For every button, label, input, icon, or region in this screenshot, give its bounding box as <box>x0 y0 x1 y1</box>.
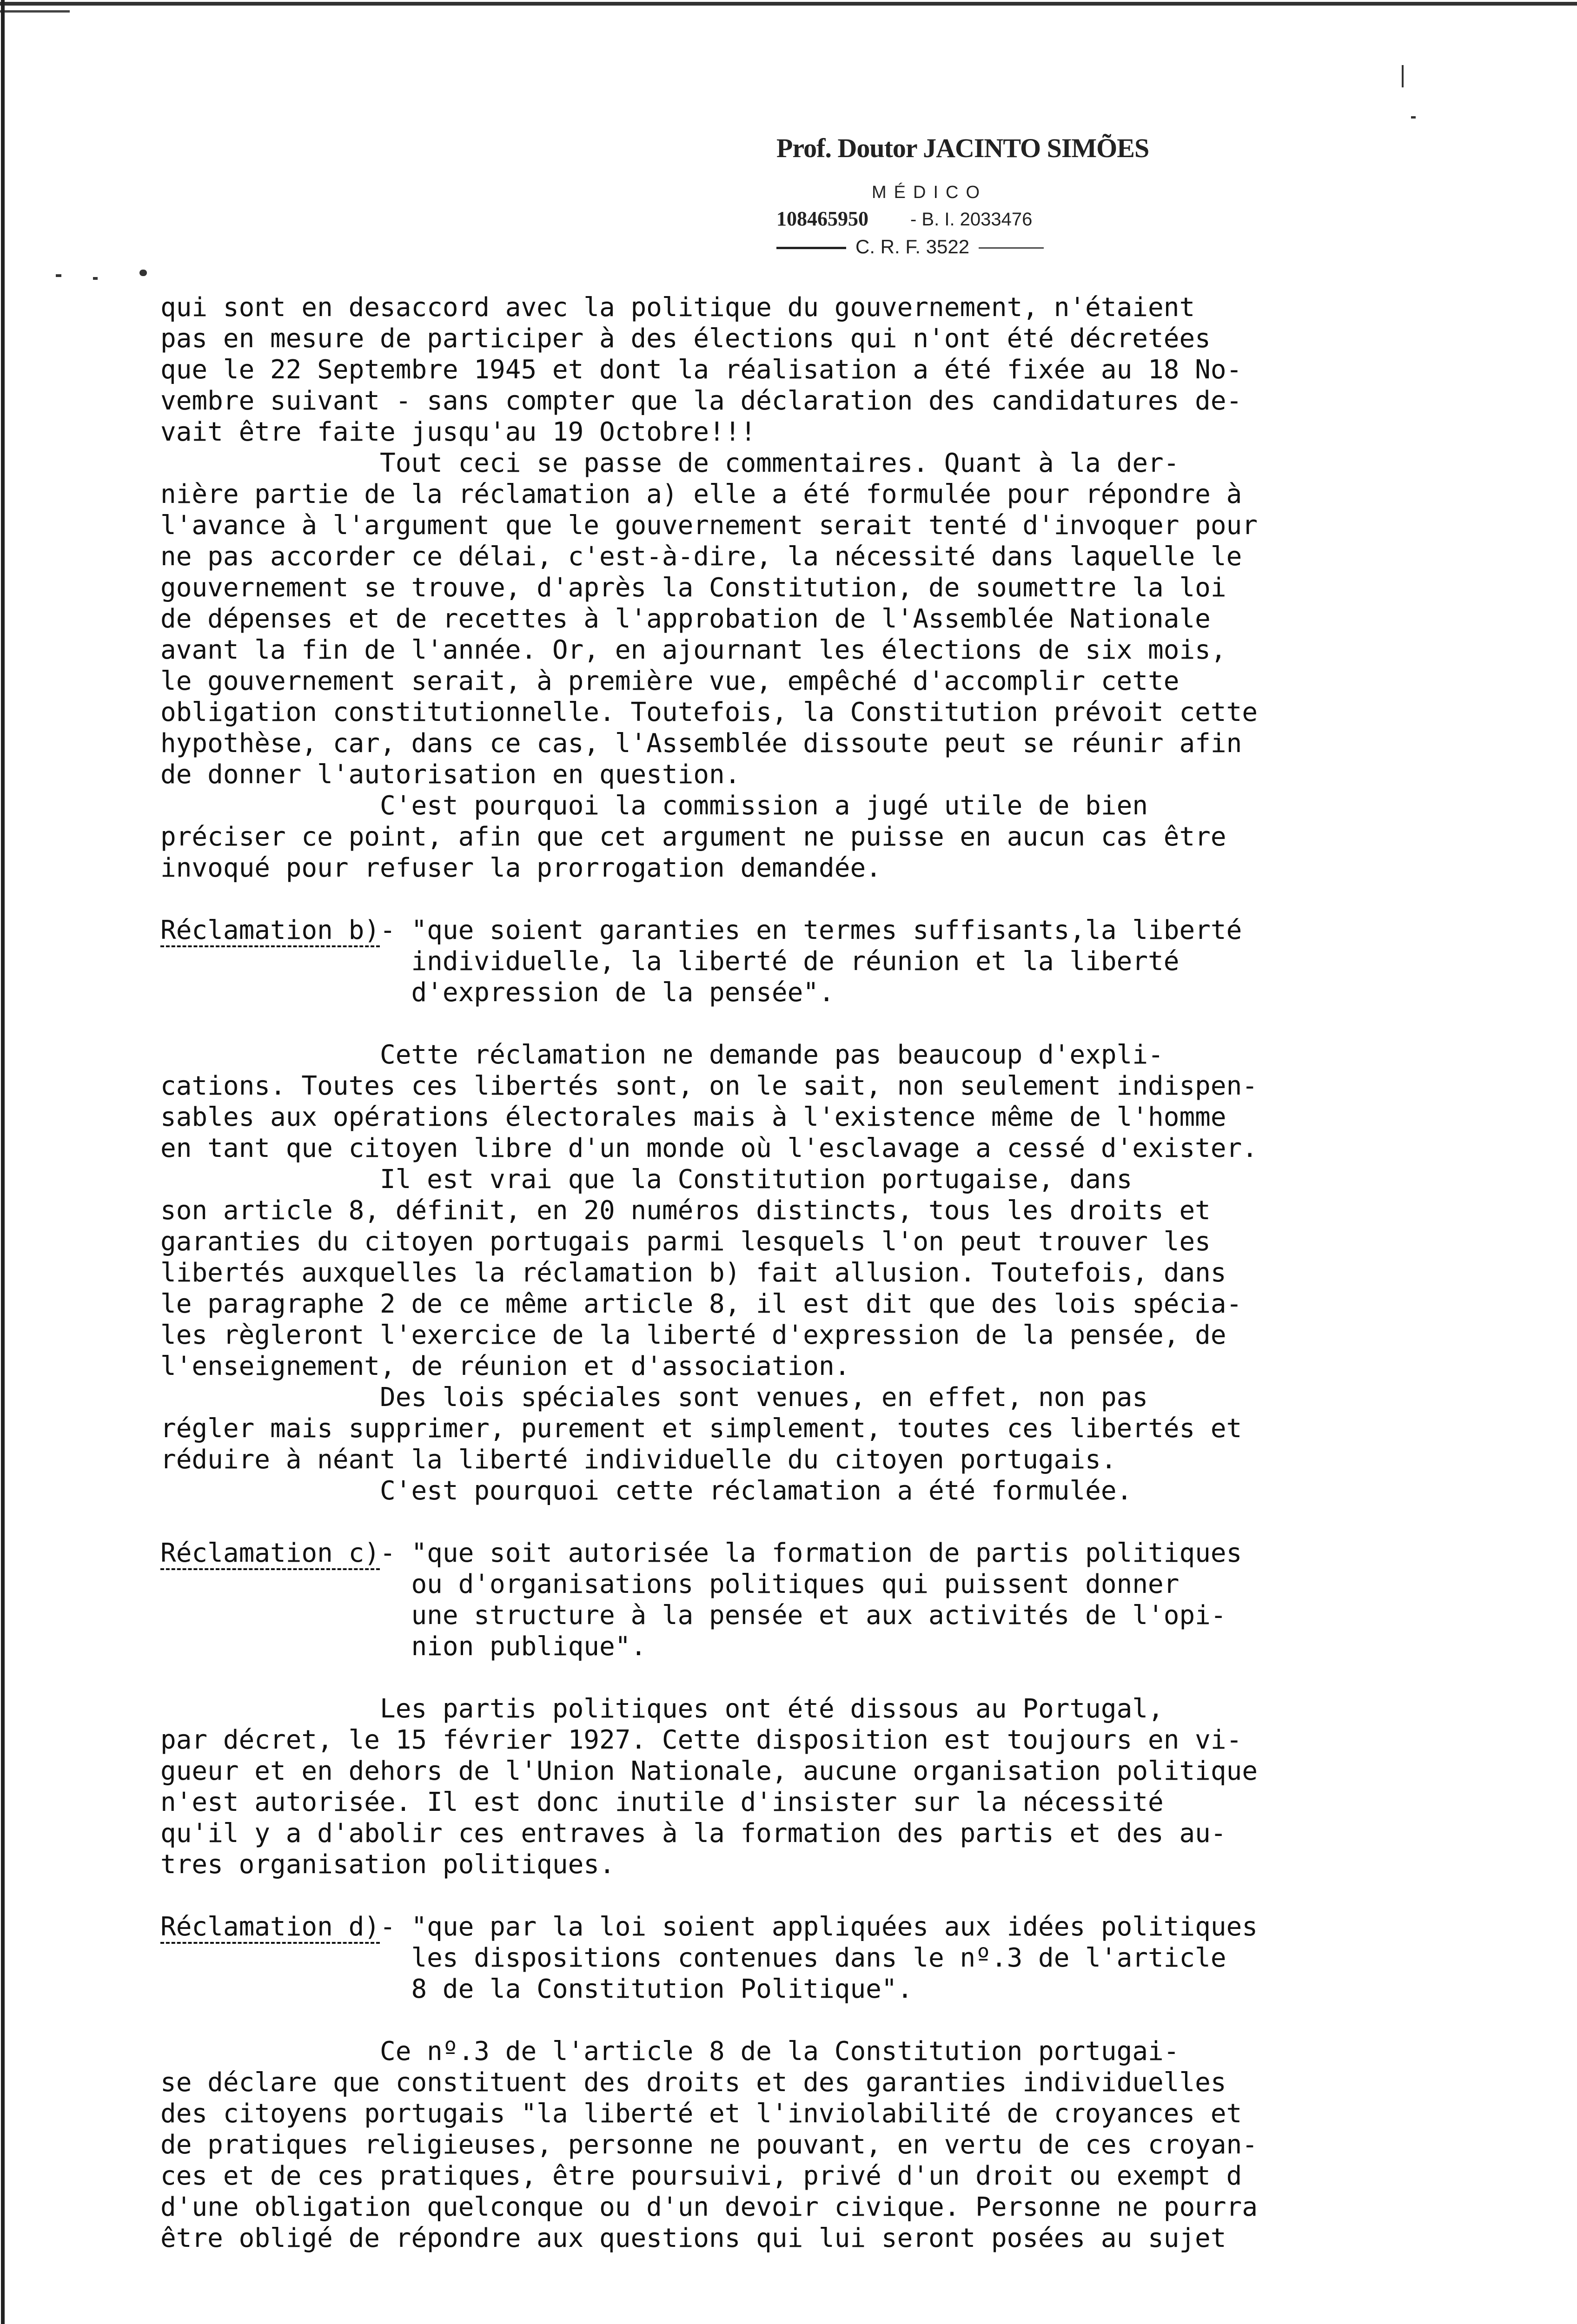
text-line: ne pas accorder ce délai, c'est-à-dire, la nécessité dans laquelle le <box>160 541 1242 572</box>
text-line: obligation constitutionnelle. Toutefois, la Constitution prévoit cette <box>160 697 1258 727</box>
reclamation-text: - "que soient garanties en termes suffisants,la liberté <box>380 915 1242 945</box>
text-line: le gouvernement serait, à première vue, empêché d'accomplir cette <box>160 666 1179 696</box>
text-line: l'avance à l'argument que le gouvernement serait tenté d'invoquer pour <box>160 510 1258 541</box>
margin-mark <box>56 274 61 277</box>
reclamation-heading-line <box>160 1538 1258 1569</box>
text-line: garanties du citoyen portugais parmi lesquels l'on peut trouver les <box>160 1227 1211 1257</box>
text-line: en tant que citoyen libre d'un monde où l'esclavage a cessé d'exister. <box>160 1133 1258 1163</box>
text-line: une structure à la pensée et aux activités de l'opi- <box>160 1600 1226 1631</box>
margin-mark <box>1402 65 1404 87</box>
text-line: Cette réclamation ne demande pas beaucoup d'expli- <box>160 1040 1164 1070</box>
text-line: individuelle, la liberté de réunion et la liberté <box>160 946 1179 977</box>
text-line: invoqué pour refuser la prorrogation demandée. <box>160 853 881 883</box>
text-line: par décret, le 15 février 1927. Cette disposition est toujours en vi- <box>160 1725 1242 1755</box>
reclamation-text: - "que soit autorisée la formation de partis politiques <box>380 1538 1242 1568</box>
text-line: d'expression de la pensée". <box>160 977 835 1008</box>
stamp-id-row <box>776 207 1032 231</box>
text-line: 8 de la Constitution Politique". <box>160 1974 913 2004</box>
text-line: sables aux opérations électorales mais à l'existence même de l'homme <box>160 1102 1226 1132</box>
text-line: vait être faite jusqu'au 19 Octobre!!! <box>160 417 756 447</box>
text-line: avant la fin de l'année. Or, en ajournant les élections de six mois, <box>160 635 1226 665</box>
top-border-line <box>0 2 1577 6</box>
stamp-number: 108465950 <box>776 207 868 230</box>
reclamation-text: - "que par la loi soient appliquées aux idées politiques <box>380 1912 1258 1942</box>
text-line: les règleront l'exercice de la liberté d'expression de la pensée, de <box>160 1320 1226 1350</box>
text-line: l'enseignement, de réunion et d'association. <box>160 1351 850 1381</box>
text-line: d'une obligation quelconque ou d'un devoir civique. Personne ne pourra <box>160 2192 1258 2222</box>
text-line: des citoyens portugais "la liberté et l'inviolabilité de croyances et <box>160 2099 1242 2129</box>
text-line: Il est vrai que la Constitution portugaise, dans <box>160 1164 1133 1195</box>
top-border-mark <box>0 10 70 13</box>
text-line: pas en mesure de participer à des élections qui n'ont été décretées <box>160 324 1211 354</box>
reclamation-label: Réclamation b) <box>160 915 380 945</box>
text-line: régler mais supprimer, purement et simplement, toutes ces libertés et <box>160 1413 1242 1444</box>
margin-mark <box>93 277 98 280</box>
stamp-bi: - B. I. 2033476 <box>910 209 1033 230</box>
reclamation-heading-line <box>160 915 1258 946</box>
text-line: vembre suivant - sans compter que la déclaration des candidatures de- <box>160 386 1242 416</box>
text-line: le paragraphe 2 de ce même article 8, il est dit que des lois spécia- <box>160 1289 1242 1319</box>
stamp-title: MÉDICO <box>872 183 987 202</box>
blank-line <box>160 1662 1258 1693</box>
text-line: cations. Toutes ces libertés sont, on le sait, non seulement indispen- <box>160 1071 1258 1101</box>
text-line: être obligé de répondre aux questions qui lui seront posées au sujet <box>160 2223 1226 2253</box>
text-line: qu'il y a d'abolir ces entraves à la formation des partis et des au- <box>160 1818 1226 1849</box>
text-line: les dispositions contenues dans le nº.3 de l'article <box>160 1943 1226 1973</box>
reclamation-label: Réclamation c) <box>160 1538 380 1568</box>
text-line: de pratiques religieuses, personne ne pouvant, en vertu de ces croyan- <box>160 2130 1258 2160</box>
blank-line <box>160 1880 1258 1911</box>
left-border-line <box>1 0 5 2324</box>
text-line: Des lois spéciales sont venues, en effet, non pas <box>160 1382 1148 1413</box>
text-line: Tout ceci se passe de commentaires. Quant à la der- <box>160 448 1179 478</box>
text-line: n'est autorisée. Il est donc inutile d'insister sur la nécessité <box>160 1787 1164 1817</box>
text-line: qui sont en desaccord avec la politique du gouvernement, n'étaient <box>160 292 1195 323</box>
text-line: nion publique". <box>160 1631 647 1662</box>
text-line: de dépenses et de recettes à l'approbation de l'Assemblée Nationale <box>160 604 1211 634</box>
blank-line <box>160 1506 1258 1538</box>
text-line: ces et de ces pratiques, être poursuivi, privé d'un droit ou exempt d <box>160 2161 1242 2191</box>
blank-line <box>160 884 1258 915</box>
text-line: Les partis politiques ont été dissous au Portugal, <box>160 1694 1164 1724</box>
margin-mark <box>1411 116 1416 119</box>
text-line: gouvernement se trouve, d'après la Constitution, de soumettre la loi <box>160 573 1226 603</box>
text-line: se déclare que constituent des droits et des garanties individuelles <box>160 2067 1226 2098</box>
stamp-dash <box>979 247 1044 249</box>
blank-line <box>160 2005 1258 2036</box>
text-line: que le 22 Septembre 1945 et dont la réalisation a été fixée au 18 No- <box>160 355 1242 385</box>
stamp-crf: C. R. F. 3522 <box>855 236 970 257</box>
stamp-crf-row <box>776 236 1044 258</box>
text-line: C'est pourquoi cette réclamation a été formulée. <box>160 1476 1133 1506</box>
text-line: Ce nº.3 de l'article 8 de la Constitution portugai- <box>160 2036 1179 2067</box>
stamp-name: Prof. Doutor JACINTO SIMÕES <box>776 133 1149 163</box>
margin-mark <box>139 270 147 276</box>
blank-line <box>160 1008 1258 1039</box>
text-line: ou d'organisations politiques qui puissent donner <box>160 1569 1179 1599</box>
text-line: libertés auxquelles la réclamation b) fait allusion. Toutefois, dans <box>160 1258 1226 1288</box>
text-line: gueur et en dehors de l'Union Nationale, aucune organisation politique <box>160 1756 1258 1786</box>
text-line: C'est pourquoi la commission a jugé utile de bien <box>160 791 1148 821</box>
reclamation-label: Réclamation d) <box>160 1912 380 1942</box>
document-body <box>160 292 1258 2254</box>
text-line: tres organisation politiques. <box>160 1849 615 1880</box>
text-line: de donner l'autorisation en question. <box>160 759 741 790</box>
stamp-dash <box>776 247 846 249</box>
reclamation-heading-line <box>160 1911 1258 1942</box>
text-line: préciser ce point, afin que cet argument ne puisse en aucun cas être <box>160 822 1226 852</box>
text-line: hypothèse, car, dans ce cas, l'Assemblée dissoute peut se réunir afin <box>160 728 1242 759</box>
text-line: réduire à néant la liberté individuelle du citoyen portugais. <box>160 1445 1117 1475</box>
text-line: nière partie de la réclamation a) elle a été formulée pour répondre à <box>160 479 1242 509</box>
text-line: son article 8, définit, en 20 numéros distincts, tous les droits et <box>160 1195 1211 1226</box>
